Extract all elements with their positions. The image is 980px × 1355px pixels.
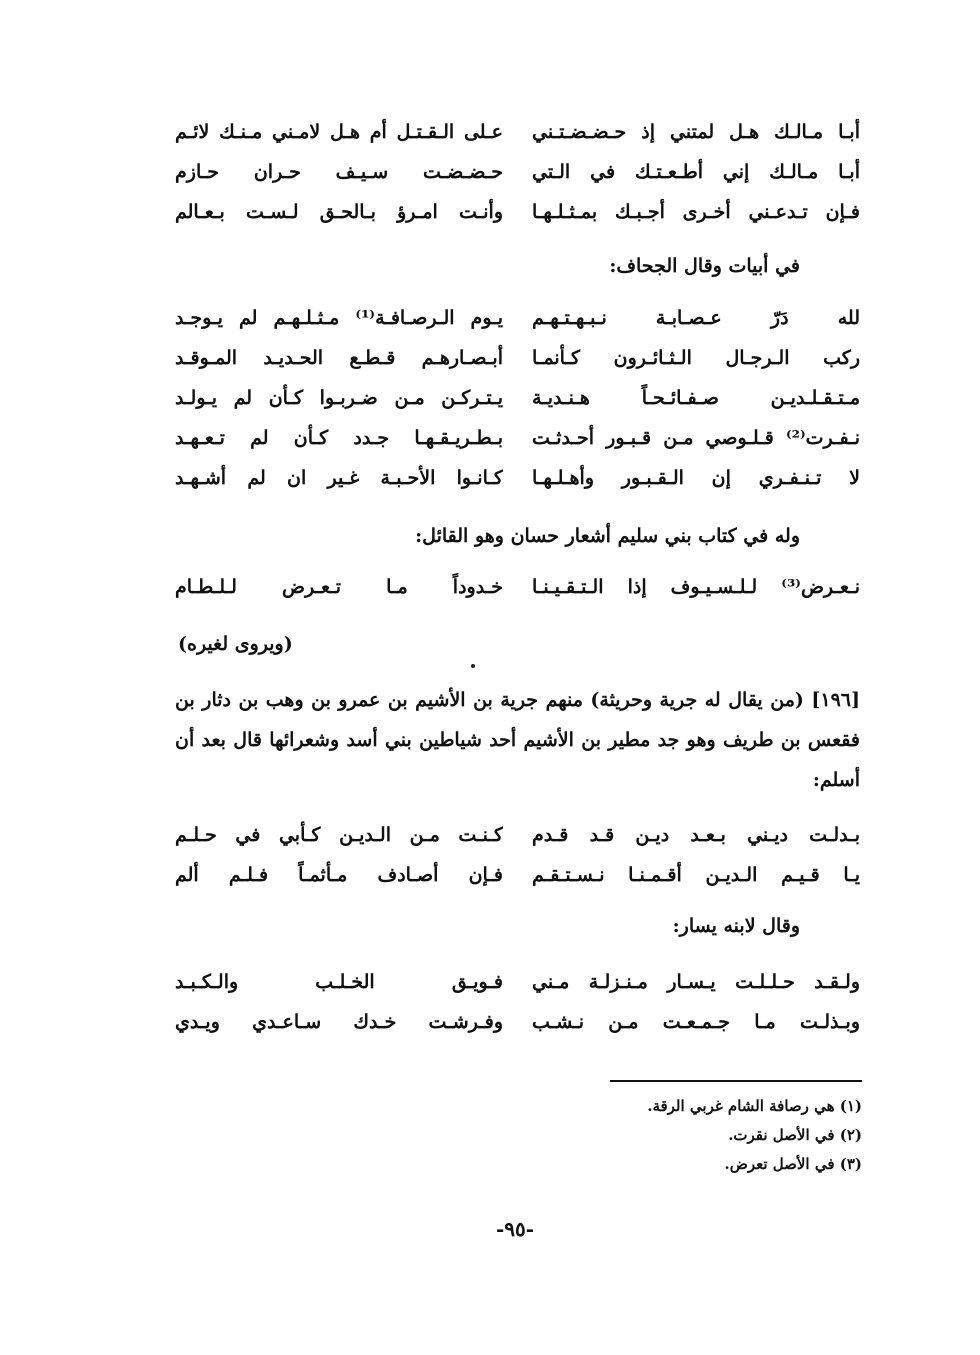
verse-line	[175, 192, 860, 232]
verse-first-hemistich: أبـا مـالـك هـل لمتني إذ حـضـضـتـني	[532, 121, 860, 143]
verse-first-hemistich: فـإن تـدعـني أخـرى أجـبـك بمـثـلـهـا	[532, 201, 860, 223]
intro-line-5: وقال لابنه يسار:	[672, 915, 800, 937]
footnote-item: (١) هي رصافة الشام غربي الرقة.	[647, 1097, 862, 1115]
entry-paragraph: [١٩٦] (من يقال له جرية وحريثة) منهم جرية بن الأشيم بن عمرو بن وهب بن دثار بن فقعس بن طريف وهو جد مطير بن الأشيم أحد شياطين بني أسد وشعرائها قال بعد أن أسلم:	[175, 689, 860, 791]
verse-first-hemistich: ركب الـرجـال الـثـائـرون كـأنمـا	[532, 347, 860, 369]
footnotes	[647, 1092, 862, 1179]
verse-second-hemistich: خـدوداً مـا تـعـرض لـلـطـام	[175, 576, 503, 598]
verse-line	[175, 298, 860, 338]
verse-line	[175, 418, 860, 458]
verse-line	[175, 152, 860, 192]
intro-line-3: وله في كتاب بني سليم أشعار حسان وهو القائل:	[415, 525, 800, 547]
page-number: -٩٥-	[495, 1217, 535, 1241]
verse-second-hemistich: بـطـريـقـهـا جـدد كـأن لم تـعـهـد	[175, 427, 503, 449]
verse-line	[175, 458, 860, 498]
verse-second-hemistich: حـضـضـت سـيـف حـران حـازم	[175, 161, 503, 183]
footnote-item: (٣) في الأصل تعرض.	[724, 1155, 862, 1173]
verse-first-hemistich: نـعـرض⁽³⁾ لـلـسـيـوف إذا الـتـقـيـنـا	[532, 576, 860, 598]
ink-dot	[471, 664, 475, 668]
poem-block-2	[175, 298, 860, 498]
poem-block-3	[175, 567, 860, 607]
verse-first-hemistich: بـدلـت ديـني بـعـد ديـن قـد قـدم	[532, 824, 860, 846]
verse-line	[175, 855, 860, 895]
verse-second-hemistich: فـإن أصـادف مـأثمـاً فـلـم ألم	[175, 864, 503, 886]
verse-line	[175, 378, 860, 418]
verse-line	[175, 338, 860, 378]
verse-second-hemistich: يـوم الـرصـافـة⁽¹⁾ مـثـلـهـم لم يـوجـد	[175, 307, 503, 329]
verse-second-hemistich: أبـصـارهـم قـطـع الحـديـد المـوقـد	[175, 347, 503, 369]
verse-first-hemistich: يـا قـيـم الـديـن أقـمـنـا نـسـتـقـم	[532, 864, 860, 886]
verse-second-hemistich: كـانـوا الأحـبـة غـير ان لم أشـهـد	[175, 467, 503, 489]
poem-block-1	[175, 112, 860, 232]
poem-block-4	[175, 815, 860, 895]
narration-note: (ويروى لغيره)	[178, 633, 293, 655]
verse-line	[175, 112, 860, 152]
verse-first-hemistich: أبـا مـالـك إني أطـعـتـك في الـتي	[532, 161, 860, 183]
intro-line-2: في أبيات وقال الجحاف:	[609, 255, 800, 277]
verse-first-hemistich: لا تـنـفـري إن الـقـبـور وأهـلـهـا	[532, 467, 860, 489]
verse-second-hemistich: يـتـركـن مـن ضـربـوا كـأن لم يـولـد	[175, 387, 503, 409]
verse-first-hemistich: ولـقـد حـلـلـت يـسـار مـنـزلـة مـني	[532, 971, 860, 993]
verse-first-hemistich: مـتـقـلـديـن صـفـائـحـاً هـنـديـة	[532, 387, 860, 409]
verse-first-hemistich: وبـذلـت مـا جـمـعـت مـن نـشـب	[532, 1011, 860, 1033]
verse-line	[175, 962, 860, 1002]
verse-first-hemistich: لله دَرّ عـصـابـة نـبـهـتـهـم	[532, 307, 860, 329]
poem-block-5	[175, 962, 860, 1042]
verse-second-hemistich: وأنـت امـرؤ بـالحـق لـسـت بـعـالم	[175, 201, 503, 223]
footnote-item: (٢) في الأصل نقرت.	[728, 1126, 862, 1144]
verse-second-hemistich: وفـرشـت خـدك سـاعـدي ويـدي	[175, 1011, 503, 1033]
verse-second-hemistich: كـنـت مـن الـديـن كـأبي في حـلـم	[175, 824, 503, 846]
verse-line	[175, 567, 860, 607]
footnote-divider	[610, 1080, 862, 1082]
verse-first-hemistich: نـفـرت⁽²⁾ قـلـوصي مـن قـبـور أحـدثـت	[532, 427, 860, 449]
verse-line	[175, 1002, 860, 1042]
verse-second-hemistich: عـلى الـقـتـل أم هـل لامـني مـنـك لائـم	[175, 121, 503, 143]
verse-line	[175, 815, 860, 855]
verse-second-hemistich: فـويـق الخـلـب والـكـبـد	[175, 971, 503, 993]
